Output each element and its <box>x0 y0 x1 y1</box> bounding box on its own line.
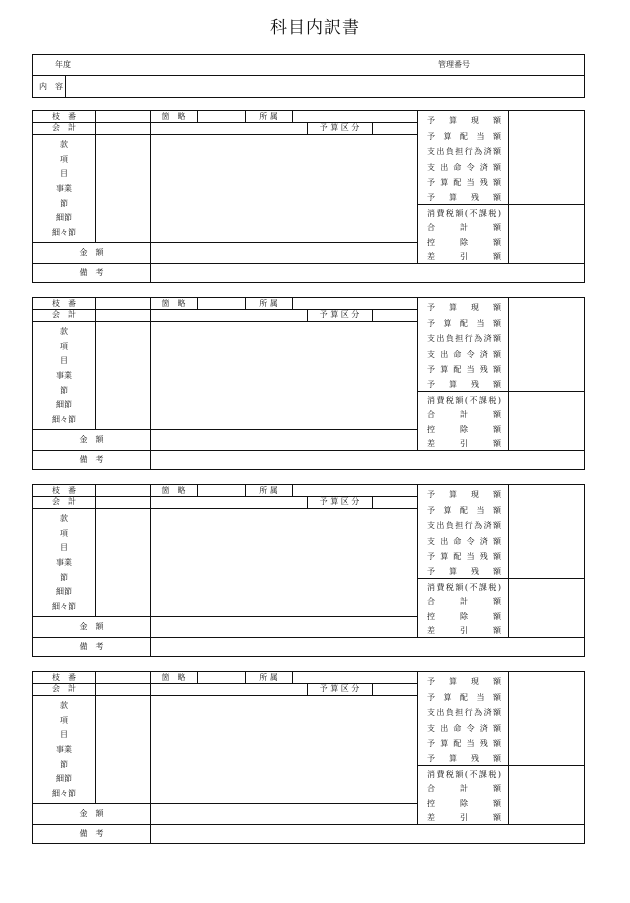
yosan-kubun-field[interactable] <box>373 122 416 134</box>
grid-line <box>417 111 418 263</box>
kanryaku-label: 箇 略 <box>161 299 186 308</box>
biko-field[interactable] <box>153 267 573 279</box>
grid-line <box>33 803 417 804</box>
saisaisetsu-label: 細々節 <box>52 789 76 798</box>
biko-label: 備 考 <box>79 455 104 464</box>
yosan-haito-label: 予 算 配 当 額 <box>427 132 501 141</box>
grid-line <box>33 263 417 264</box>
saisaisetsu-label: 細々節 <box>52 602 76 611</box>
kingaku-field[interactable] <box>153 808 413 820</box>
grid-line <box>417 298 418 450</box>
kingaku-field[interactable] <box>153 434 413 446</box>
kanryaku-label: 箇 略 <box>161 486 186 495</box>
saisetsu-label: 細節 <box>56 400 72 409</box>
haito-zangaku-label: 予 算 配 当 残 額 <box>427 739 501 748</box>
grid-line <box>33 695 417 696</box>
shishutsu-futan-label: 支出負担行為済額 <box>427 334 501 343</box>
yosan-gengaku-label: 予 算 現 額 <box>427 490 501 499</box>
kaikei-field[interactable] <box>97 122 297 134</box>
edaban-label: 枝 番 <box>52 299 76 308</box>
kaikei-label: 会 計 <box>52 684 76 693</box>
edaban-field[interactable] <box>97 111 149 122</box>
grid-line <box>95 111 96 242</box>
grid-line <box>33 616 417 617</box>
grid-line <box>508 672 509 824</box>
shozoku-label: 所 属 <box>259 673 278 682</box>
kanryaku-label: 箇 略 <box>161 112 186 121</box>
jigyo-label: 事業 <box>56 184 72 193</box>
kingaku-label: 金 額 <box>79 248 104 257</box>
grid-line <box>33 637 417 638</box>
kaikei-label: 会 計 <box>52 310 76 319</box>
sashihiki-label: 差 引 額 <box>427 626 501 635</box>
kanryaku-field[interactable] <box>198 111 244 122</box>
kaikei-field[interactable] <box>97 496 297 508</box>
moku-label: 目 <box>60 169 68 178</box>
kojo-label: 控 除 額 <box>427 799 501 808</box>
saisetsu-label: 細節 <box>56 587 72 596</box>
edaban-label: 枝 番 <box>52 486 76 495</box>
kanryaku-field[interactable] <box>198 298 244 309</box>
yosan-gengaku-label: 予 算 現 額 <box>427 303 501 312</box>
moku-label: 目 <box>60 356 68 365</box>
shozoku-label: 所 属 <box>259 486 278 495</box>
moku-label: 目 <box>60 730 68 739</box>
kou-label: 項 <box>60 342 68 351</box>
grid-line <box>150 485 151 656</box>
yosan-zangaku-label: 予 算 残 額 <box>427 754 501 763</box>
kaikei-field[interactable] <box>97 309 297 321</box>
grid-line <box>95 298 96 429</box>
shozoku-field[interactable] <box>293 298 416 309</box>
kou-label: 項 <box>60 155 68 164</box>
document-title: 科目内訳書 <box>270 18 360 38</box>
edaban-field[interactable] <box>97 672 149 683</box>
shishutsu-futan-label: 支出負担行為済額 <box>427 708 501 717</box>
biko-field[interactable] <box>153 454 573 466</box>
grid-line <box>150 111 151 282</box>
grid-line <box>33 824 417 825</box>
kou-label: 項 <box>60 529 68 538</box>
biko-label: 備 考 <box>79 829 104 838</box>
yosan-kubun-label: 予 算 区 分 <box>319 310 360 319</box>
grid-line <box>417 578 584 579</box>
yosan-zangaku-label: 予 算 残 額 <box>427 567 501 576</box>
yosan-gengaku-label: 予 算 現 額 <box>427 116 501 125</box>
kaikei-field[interactable] <box>97 683 297 695</box>
grid-line <box>508 111 509 263</box>
budget-block <box>32 484 585 657</box>
shozoku-label: 所 属 <box>259 299 278 308</box>
shishutsu-futan-label: 支出負担行為済額 <box>427 147 501 156</box>
biko-label: 備 考 <box>79 268 104 277</box>
grid-line <box>33 429 417 430</box>
grid-line <box>417 824 584 825</box>
shishutsu-meirei-label: 支 出 命 令 済 額 <box>427 537 501 546</box>
grid-line <box>95 485 96 616</box>
grid-line <box>417 263 584 264</box>
haito-zangaku-label: 予 算 配 当 残 額 <box>427 365 501 374</box>
kan-label: 款 <box>60 514 68 523</box>
content-field[interactable] <box>73 81 573 93</box>
setsu-label: 節 <box>60 760 68 769</box>
shozoku-field[interactable] <box>293 485 416 496</box>
shozoku-field[interactable] <box>293 111 416 122</box>
shishutsu-futan-label: 支出負担行為済額 <box>427 521 501 530</box>
shozoku-label: 所 属 <box>259 112 278 121</box>
grid-line <box>417 485 418 637</box>
yosan-kubun-label: 予 算 区 分 <box>319 684 360 693</box>
management-number-field[interactable] <box>488 59 578 71</box>
kanryaku-field[interactable] <box>198 672 244 683</box>
yosan-zangaku-label: 予 算 残 額 <box>427 380 501 389</box>
gokei-label: 合 計 額 <box>427 597 501 606</box>
grid-line <box>33 508 417 509</box>
header-box <box>32 54 585 98</box>
year-label: 年度 <box>55 60 71 69</box>
yosan-gengaku-label: 予 算 現 額 <box>427 677 501 686</box>
grid-line <box>508 485 509 637</box>
kojo-label: 控 除 額 <box>427 425 501 434</box>
setsu-label: 節 <box>60 199 68 208</box>
kingaku-label: 金 額 <box>79 435 104 444</box>
shishutsu-meirei-label: 支 出 命 令 済 額 <box>427 724 501 733</box>
kan-label: 款 <box>60 327 68 336</box>
content-label: 内 容 <box>39 82 63 91</box>
kou-label: 項 <box>60 716 68 725</box>
yosan-kubun-label: 予 算 区 分 <box>319 497 360 506</box>
budget-block <box>32 110 585 283</box>
budget-block <box>32 671 585 844</box>
shohizei-label: 消費税額(不課税) <box>427 396 501 405</box>
budget-block <box>32 297 585 470</box>
grid-line <box>417 391 584 392</box>
setsu-label: 節 <box>60 386 68 395</box>
kan-label: 款 <box>60 701 68 710</box>
content-label-divider <box>65 75 66 97</box>
management-number-label: 管理番号 <box>438 60 470 69</box>
sashihiki-label: 差 引 額 <box>427 439 501 448</box>
grid-line <box>417 204 584 205</box>
sashihiki-label: 差 引 額 <box>427 813 501 822</box>
yosan-kubun-label: 予 算 区 分 <box>319 123 360 132</box>
moku-label: 目 <box>60 543 68 552</box>
saisaisetsu-label: 細々節 <box>52 415 76 424</box>
grid-line <box>417 765 584 766</box>
grid-line <box>150 298 151 469</box>
kojo-label: 控 除 額 <box>427 612 501 621</box>
yosan-haito-label: 予 算 配 当 額 <box>427 319 501 328</box>
grid-line <box>417 637 584 638</box>
kingaku-label: 金 額 <box>79 622 104 631</box>
saisetsu-label: 細節 <box>56 213 72 222</box>
jigyo-label: 事業 <box>56 371 72 380</box>
biko-field[interactable] <box>153 828 573 840</box>
kingaku-label: 金 額 <box>79 809 104 818</box>
edaban-label: 枝 番 <box>52 112 76 121</box>
gokei-label: 合 計 額 <box>427 784 501 793</box>
shishutsu-meirei-label: 支 出 命 令 済 額 <box>427 163 501 172</box>
yosan-kubun-field[interactable] <box>373 683 416 695</box>
yosan-haito-label: 予 算 配 当 額 <box>427 693 501 702</box>
grid-line <box>417 450 584 451</box>
shishutsu-meirei-label: 支 出 命 令 済 額 <box>427 350 501 359</box>
grid-line <box>508 298 509 450</box>
yosan-kubun-field[interactable] <box>373 309 416 321</box>
header-divider <box>33 75 584 76</box>
grid-line <box>33 450 417 451</box>
shohizei-label: 消費税額(不課税) <box>427 583 501 592</box>
grid-line <box>417 672 418 824</box>
kanryaku-field[interactable] <box>198 485 244 496</box>
biko-label: 備 考 <box>79 642 104 651</box>
haito-zangaku-label: 予 算 配 当 残 額 <box>427 552 501 561</box>
haito-zangaku-label: 予 算 配 当 残 額 <box>427 178 501 187</box>
biko-field[interactable] <box>153 641 573 653</box>
grid-line <box>33 134 417 135</box>
sashihiki-label: 差 引 額 <box>427 252 501 261</box>
kaikei-label: 会 計 <box>52 123 76 132</box>
kingaku-field[interactable] <box>153 621 413 633</box>
yosan-haito-label: 予 算 配 当 額 <box>427 506 501 515</box>
gokei-label: 合 計 額 <box>427 410 501 419</box>
gokei-label: 合 計 額 <box>427 223 501 232</box>
jigyo-label: 事業 <box>56 558 72 567</box>
kingaku-field[interactable] <box>153 247 413 259</box>
shohizei-label: 消費税額(不課税) <box>427 209 501 218</box>
setsu-label: 節 <box>60 573 68 582</box>
yosan-kubun-field[interactable] <box>373 496 416 508</box>
shohizei-label: 消費税額(不課税) <box>427 770 501 779</box>
grid-line <box>95 672 96 803</box>
year-field[interactable] <box>93 59 393 71</box>
edaban-field[interactable] <box>97 485 149 496</box>
grid-line <box>33 321 417 322</box>
edaban-label: 枝 番 <box>52 673 76 682</box>
kaikei-label: 会 計 <box>52 497 76 506</box>
grid-line <box>33 242 417 243</box>
edaban-field[interactable] <box>97 298 149 309</box>
kanryaku-label: 箇 略 <box>161 673 186 682</box>
jigyo-label: 事業 <box>56 745 72 754</box>
grid-line <box>150 672 151 843</box>
saisaisetsu-label: 細々節 <box>52 228 76 237</box>
kojo-label: 控 除 額 <box>427 238 501 247</box>
kan-label: 款 <box>60 140 68 149</box>
shozoku-field[interactable] <box>293 672 416 683</box>
yosan-zangaku-label: 予 算 残 額 <box>427 193 501 202</box>
saisetsu-label: 細節 <box>56 774 72 783</box>
